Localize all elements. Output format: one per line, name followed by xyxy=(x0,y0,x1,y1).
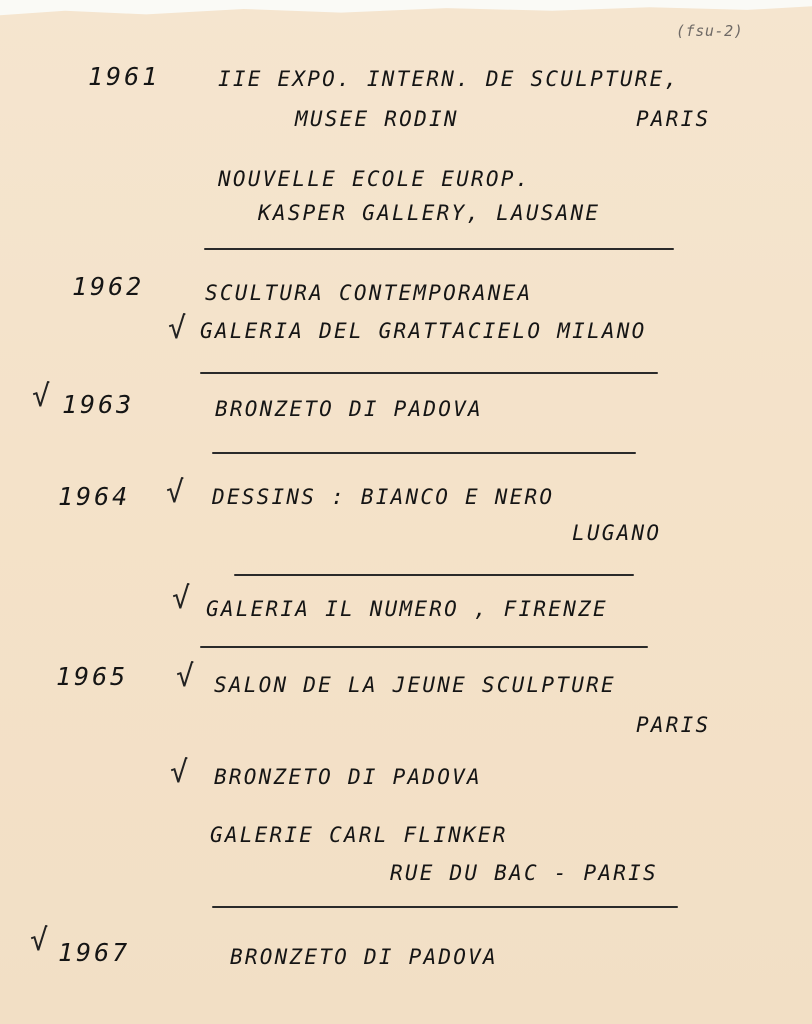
exhibition-line: KASPER GALLERY, LAUSANE xyxy=(258,201,601,225)
divider-line xyxy=(200,646,648,648)
exhibition-line: BRONZETO DI PADOVA xyxy=(230,945,498,969)
divider-line xyxy=(234,574,634,576)
exhibition-line: SCULTURA CONTEMPORANEA xyxy=(205,281,533,305)
check-mark-icon: √ xyxy=(30,923,51,958)
exhibition-line: IIE EXPO. INTERN. DE SCULPTURE, xyxy=(218,67,680,91)
year-1963: 1963 xyxy=(62,390,135,419)
exhibition-line: PARIS xyxy=(636,713,711,737)
exhibition-line: PARIS xyxy=(636,107,711,131)
check-mark-icon: √ xyxy=(172,581,193,616)
exhibition-line: NOUVELLE ECOLE EUROP. xyxy=(218,167,531,191)
exhibition-line: GALERIA IL NUMERO , FIRENZE xyxy=(206,597,608,621)
divider-line xyxy=(204,248,674,250)
divider-line xyxy=(200,372,658,374)
check-mark-icon: √ xyxy=(168,311,189,346)
exhibition-line: RUE DU BAC - PARIS xyxy=(390,861,658,885)
exhibition-line: BRONZETO DI PADOVA xyxy=(215,397,483,421)
year-1965: 1965 xyxy=(56,662,129,691)
year-1961: 1961 xyxy=(88,62,161,91)
exhibition-line: GALERIE CARL FLINKER xyxy=(210,823,508,847)
check-mark-icon: √ xyxy=(32,379,53,414)
exhibition-line: GALERIA DEL GRATTACIELO MILANO xyxy=(200,319,647,343)
exhibition-line: DESSINS : BIANCO E NERO xyxy=(212,485,555,509)
check-mark-icon: √ xyxy=(166,475,187,510)
check-mark-icon: √ xyxy=(176,659,197,694)
check-mark-icon: √ xyxy=(170,755,191,790)
divider-line xyxy=(212,452,636,454)
year-1962: 1962 xyxy=(72,272,145,301)
year-1964: 1964 xyxy=(58,482,131,511)
reference-mark: (fsu-2) xyxy=(676,22,744,40)
exhibition-line: BRONZETO DI PADOVA xyxy=(214,765,482,789)
exhibition-line: LUGANO xyxy=(572,521,662,545)
exhibition-line: SALON DE LA JEUNE SCULPTURE xyxy=(214,673,616,697)
divider-line xyxy=(212,906,678,908)
exhibition-line: MUSEE RODIN xyxy=(295,107,459,131)
year-1967: 1967 xyxy=(58,938,131,967)
